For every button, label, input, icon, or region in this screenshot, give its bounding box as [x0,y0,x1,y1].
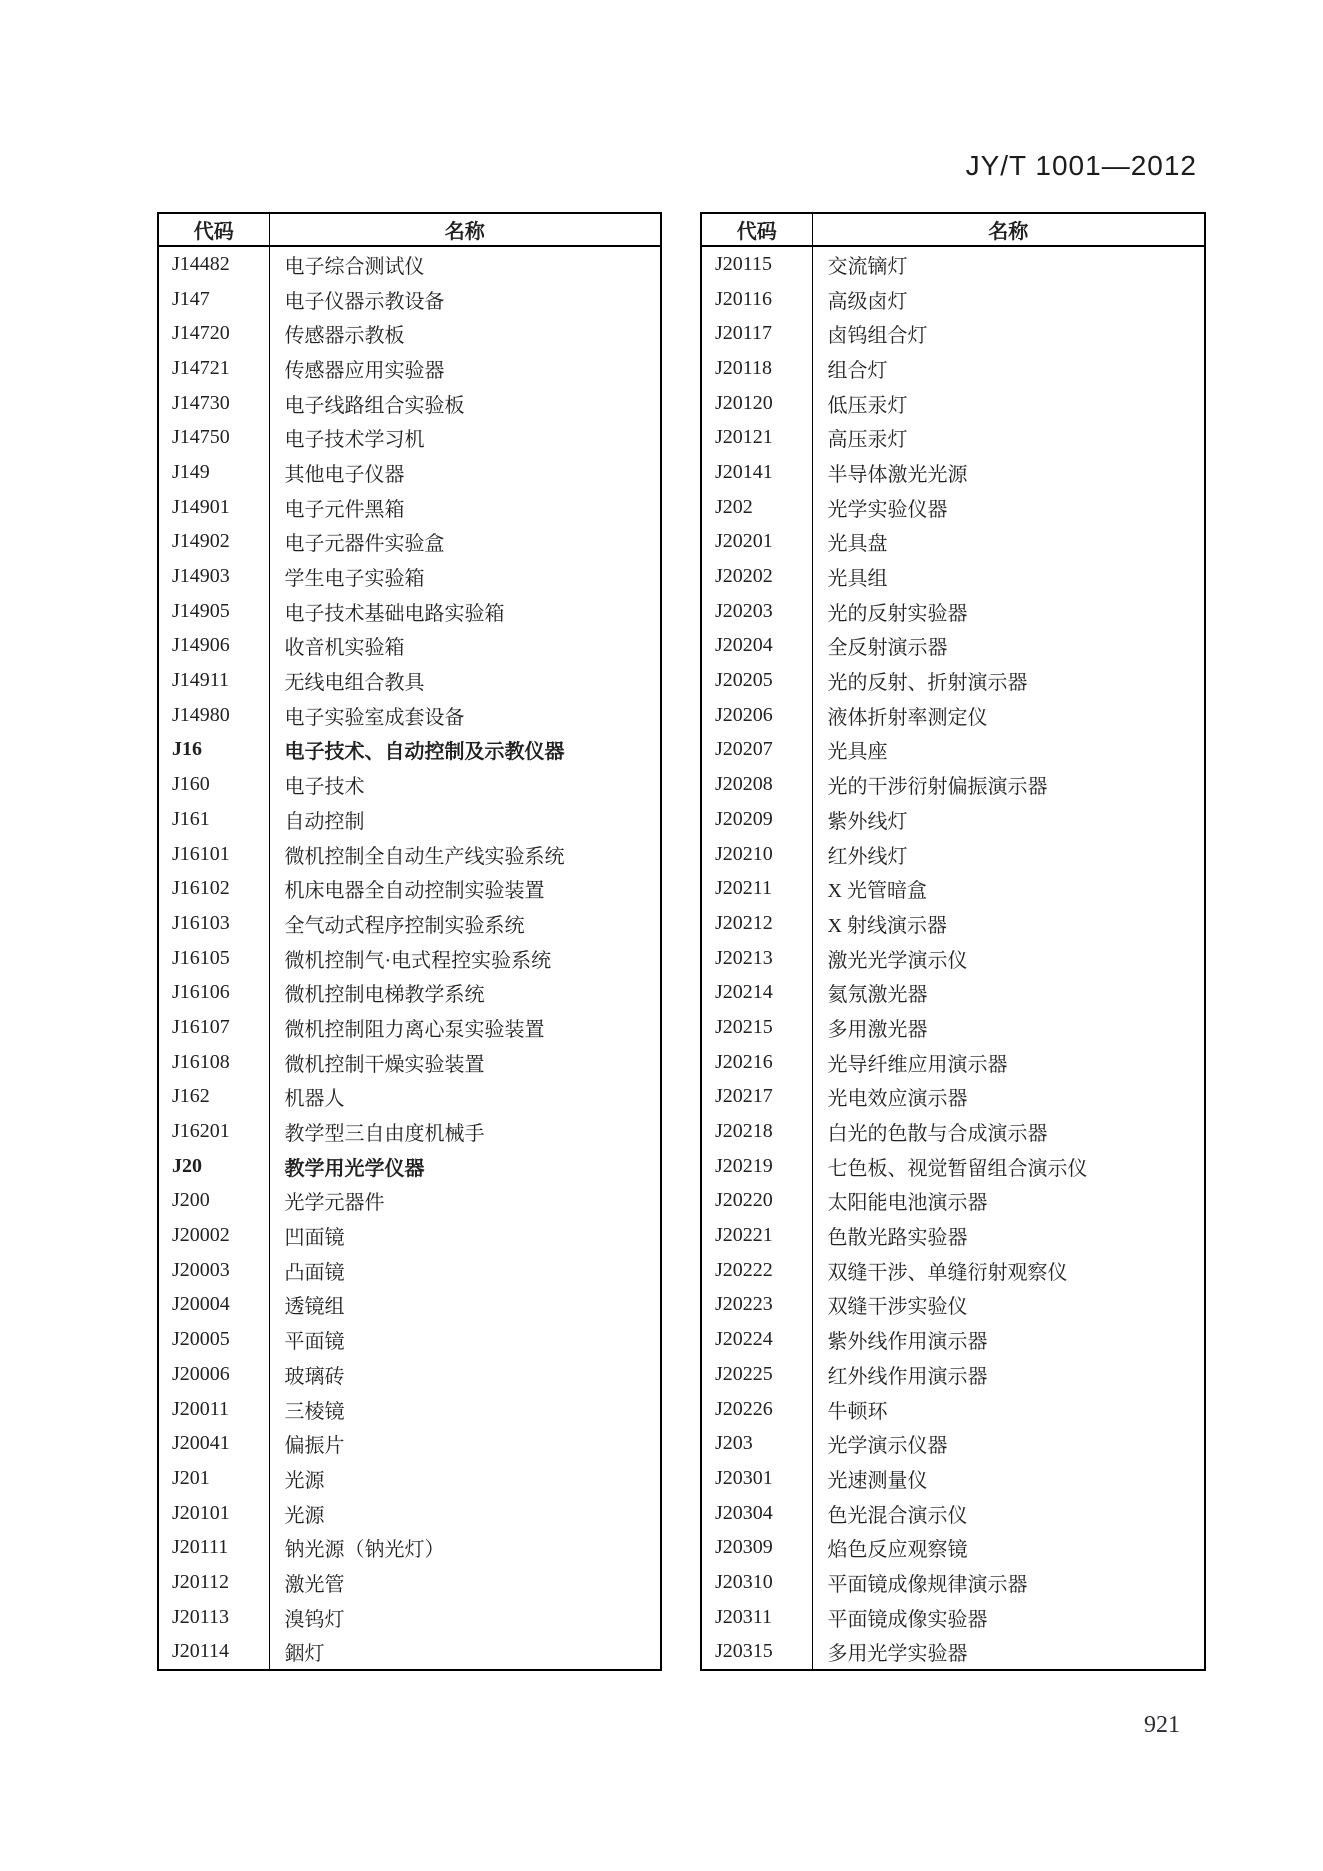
table-row [701,594,1205,629]
table-row [158,871,661,906]
table-row [158,525,661,560]
table-row [701,629,1205,664]
code-cell: J161 [158,802,269,837]
name-cell: X 光管暗盒 [827,880,927,903]
table-row [158,698,661,733]
code-cell: J20206 [701,698,812,733]
table-row [158,386,661,421]
name-cell: 光学演示仪器 [827,1435,948,1458]
table-row [701,420,1205,455]
table-row [701,559,1205,594]
table-row [701,1253,1205,1288]
table-row [701,871,1205,906]
code-cell: J16102 [158,871,269,906]
table-row [158,1322,661,1357]
table-row [158,316,661,351]
name-cell: 凸面镜 [284,1261,345,1284]
table-row [701,906,1205,941]
name-cell: 光的干涉衍射偏振演示器 [827,776,1048,799]
code-cell: J20309 [701,1530,812,1565]
name-cell: 微机控制干燥实验装置 [284,1053,485,1076]
name-cell: 电子元器件实验盒 [284,533,445,556]
code-cell: J14903 [158,559,269,594]
table-row [158,941,661,976]
name-cell: 红外线灯 [827,845,908,868]
table-row [701,1530,1205,1565]
code-cell: J20204 [701,629,812,664]
table-header [701,213,1205,246]
name-cell: 紫外线作用演示器 [827,1331,988,1354]
name-cell: 交流镝灯 [827,255,908,278]
name-cell: 平面镜成像规律演示器 [827,1573,1028,1596]
code-cell: J20222 [701,1253,812,1288]
name-cell: 卤钨组合灯 [827,325,928,348]
code-cell: J20113 [158,1600,269,1635]
code-cell: J20111 [158,1530,269,1565]
name-cell: 牛顿环 [827,1400,888,1423]
code-cell: J20203 [701,594,812,629]
table-row [158,594,661,629]
code-cell: J20211 [701,871,812,906]
code-cell: J20217 [701,1080,812,1115]
name-cell: 电子技术基础电路实验箱 [284,602,505,625]
name-cell: 液体折射率测定仪 [827,706,988,729]
table-row [158,559,661,594]
code-cell: J20201 [701,525,812,560]
table-row [158,1218,661,1253]
code-cell: J14750 [158,420,269,455]
name-cell: 其他电子仪器 [284,463,405,486]
table-row [701,802,1205,837]
table-row [158,767,661,802]
table-row [158,1184,661,1219]
table-body [701,246,1205,1670]
name-cell: 氦氖激光器 [827,984,928,1007]
table-row [158,1149,661,1184]
table-row [158,906,661,941]
code-cell: J14980 [158,698,269,733]
code-cell: J20207 [701,733,812,768]
code-cell: J16101 [158,837,269,872]
code-table-right [700,212,1206,1671]
code-cell: J20121 [701,420,812,455]
code-cell: J20220 [701,1184,812,1219]
table-row [701,282,1205,317]
name-cell: 色散光路实验器 [827,1227,968,1250]
name-cell: 光具座 [827,741,888,764]
table-row [701,663,1205,698]
table-row [158,1565,661,1600]
table-row [701,1149,1205,1184]
table-row [158,802,661,837]
name-cell: 双缝干涉实验仪 [827,1296,968,1319]
name-cell: 太阳能电池演示器 [827,1192,988,1215]
name-cell: 白光的色散与合成演示器 [827,1123,1048,1146]
code-cell: J20212 [701,906,812,941]
table-row [158,1080,661,1115]
code-cell: J16105 [158,941,269,976]
code-cell: J20213 [701,941,812,976]
code-table-left [157,212,662,1671]
name-cell: 电子实验室成套设备 [284,706,465,729]
name-cell: 七色板、视觉暂留组合演示仪 [827,1157,1088,1180]
table-row [701,1426,1205,1461]
code-cell: J16108 [158,1045,269,1080]
page-number: 921 [1144,1712,1180,1738]
name-cell: 全气动式程序控制实验系统 [284,914,525,937]
code-cell: J14720 [158,316,269,351]
name-cell: 电子技术学习机 [284,429,425,452]
table-row [701,1288,1205,1323]
code-cell: J202 [701,490,812,525]
table-row [158,490,661,525]
table-header [158,213,661,246]
code-cell: J20210 [701,837,812,872]
code-cell: J14901 [158,490,269,525]
name-cell: 微机控制阻力离心泵实验装置 [284,1018,545,1041]
code-cell: J162 [158,1080,269,1115]
name-cell: 高压汞灯 [827,429,908,452]
table-row [701,490,1205,525]
code-cell: J20304 [701,1496,812,1531]
table-row [158,1635,661,1671]
name-cell: 红外线作用演示器 [827,1365,988,1388]
name-cell: 光导纤维应用演示器 [827,1053,1008,1076]
name-cell: 激光光学演示仪 [827,949,968,972]
name-cell: 钠光源（钠光灯） [284,1539,445,1562]
table-row [158,975,661,1010]
name-cell: 光的反射实验器 [827,602,968,625]
table-row [158,1496,661,1531]
code-cell: J147 [158,282,269,317]
standard-number: JY/T 1001—2012 [965,150,1197,181]
table-row [701,1461,1205,1496]
code-cell: J14721 [158,351,269,386]
table-row [701,386,1205,421]
code-cell: J200 [158,1184,269,1219]
code-cell: J20226 [701,1392,812,1427]
header-row [158,213,661,246]
name-cell: 电子仪器示教设备 [284,290,445,313]
name-cell: 光速测量仪 [827,1469,928,1492]
name-cell: 多用激光器 [827,1018,928,1041]
name-cell: 微机控制全自动生产线实验系统 [284,845,565,868]
column-header-code: 代码 [158,213,269,246]
table-body [158,246,661,1670]
name-cell: 激光管 [284,1573,345,1596]
name-cell: 低压汞灯 [827,394,908,417]
code-cell: J16103 [158,906,269,941]
code-cell: J14730 [158,386,269,421]
table-row [701,733,1205,768]
table-row [701,316,1205,351]
table-row [158,837,661,872]
table-row [701,1600,1205,1635]
name-cell: 焰色反应观察镜 [827,1539,968,1562]
column-header-name: 名称 [812,213,1205,246]
code-cell: J16107 [158,1010,269,1045]
table-row [701,1565,1205,1600]
name-cell: 机床电器全自动控制实验装置 [284,880,545,903]
table-row [158,420,661,455]
name-cell: 溴钨灯 [284,1608,345,1631]
table-row [701,1080,1205,1115]
table-row [701,525,1205,560]
table-row [701,1218,1205,1253]
code-cell: J14911 [158,663,269,698]
code-cell: J20218 [701,1114,812,1149]
table-row [158,1357,661,1392]
name-cell: 三棱镜 [284,1400,345,1423]
code-cell: J20315 [701,1635,812,1671]
code-cell: J20202 [701,559,812,594]
name-cell: 自动控制 [284,810,365,833]
code-cell: J20004 [158,1288,269,1323]
name-cell: 教学用光学仪器 [284,1157,425,1180]
table-row [701,1114,1205,1149]
table-row [158,663,661,698]
header-row [701,213,1205,246]
table-row [158,1045,661,1080]
table-row [701,1635,1205,1671]
name-cell: 凹面镜 [284,1227,345,1250]
table-row [701,1392,1205,1427]
name-cell: 收音机实验箱 [284,637,405,660]
code-cell: J20209 [701,802,812,837]
name-cell: 组合灯 [827,359,888,382]
code-name-table [700,212,1206,1671]
code-cell: J20219 [701,1149,812,1184]
code-cell: J20225 [701,1357,812,1392]
code-cell: J16201 [158,1114,269,1149]
code-cell: J20006 [158,1357,269,1392]
name-cell: 紫外线灯 [827,810,908,833]
code-cell: J20005 [158,1322,269,1357]
table-row [158,1461,661,1496]
table-row [701,837,1205,872]
table-row [701,246,1205,282]
name-cell: 教学型三自由度机械手 [284,1123,485,1146]
table-row [158,282,661,317]
name-cell: 高级卤灯 [827,290,908,313]
name-cell: 光学元器件 [284,1192,385,1215]
name-cell: 学生电子实验箱 [284,568,425,591]
name-cell: 无线电组合教具 [284,672,425,695]
code-cell: J20003 [158,1253,269,1288]
table-row [701,1184,1205,1219]
code-cell: J14906 [158,629,269,664]
table-row [701,351,1205,386]
table-row [158,1426,661,1461]
code-cell: J20223 [701,1288,812,1323]
name-cell: 微机控制电梯教学系统 [284,984,485,1007]
table-row [701,1357,1205,1392]
code-cell: J20118 [701,351,812,386]
code-cell: J20002 [158,1218,269,1253]
name-cell: 传感器应用实验器 [284,359,445,382]
table-row [701,455,1205,490]
code-cell: J20205 [701,663,812,698]
code-cell: J20116 [701,282,812,317]
code-cell: J20011 [158,1392,269,1427]
table-row [701,1045,1205,1080]
table-row [701,767,1205,802]
code-cell: J14482 [158,246,269,282]
name-cell: 偏振片 [284,1435,345,1458]
name-cell: 色光混合演示仪 [827,1504,968,1527]
table-row [158,1392,661,1427]
code-cell: J20 [158,1149,269,1184]
table-row [701,941,1205,976]
code-cell: J20112 [158,1565,269,1600]
name-cell: 电子元件黑箱 [284,498,405,521]
name-cell: 透镜组 [284,1296,345,1319]
code-cell: J16106 [158,975,269,1010]
table-row [701,1322,1205,1357]
table-row [158,1253,661,1288]
column-header-name: 名称 [269,213,661,246]
code-cell: J20041 [158,1426,269,1461]
code-cell: J20301 [701,1461,812,1496]
table-row [158,733,661,768]
table-row [701,975,1205,1010]
name-cell: 銦灯 [284,1643,325,1666]
name-cell: 玻璃砖 [284,1365,345,1388]
name-cell: 光源 [284,1469,325,1492]
name-cell: 半导体激光光源 [827,463,968,486]
code-cell: J20208 [701,767,812,802]
code-cell: J20221 [701,1218,812,1253]
code-name-table [157,212,662,1671]
code-cell: J203 [701,1426,812,1461]
name-cell: 电子技术、自动控制及示教仪器 [284,741,565,764]
code-cell: J20114 [158,1635,269,1671]
code-cell: J20115 [701,246,812,282]
code-cell: J20117 [701,316,812,351]
name-cell: 传感器示教板 [284,325,405,348]
table-row [701,1010,1205,1045]
name-cell: 光具组 [827,568,888,591]
table-row [158,351,661,386]
table-row [158,1010,661,1045]
code-cell: J16 [158,733,269,768]
name-cell: 电子技术 [284,776,365,799]
code-cell: J20216 [701,1045,812,1080]
name-cell: 平面镜 [284,1331,345,1354]
code-cell: J20101 [158,1496,269,1531]
code-cell: J20120 [701,386,812,421]
name-cell: 光学实验仪器 [827,498,948,521]
code-cell: J14902 [158,525,269,560]
name-cell: 光源 [284,1504,325,1527]
code-cell: J20311 [701,1600,812,1635]
table-row [701,698,1205,733]
code-cell: J20141 [701,455,812,490]
name-cell: 全反射演示器 [827,637,948,660]
name-cell: 电子综合测试仪 [284,255,425,278]
name-cell: 平面镜成像实验器 [827,1608,988,1631]
code-cell: J20215 [701,1010,812,1045]
table-row [158,629,661,664]
table-row [701,1496,1205,1531]
code-cell: J14905 [158,594,269,629]
table-row [158,1114,661,1149]
code-cell: J20214 [701,975,812,1010]
name-cell: 光的反射、折射演示器 [827,672,1028,695]
table-row [158,1288,661,1323]
name-cell: 光电效应演示器 [827,1088,968,1111]
code-cell: J149 [158,455,269,490]
name-cell: 电子线路组合实验板 [284,394,465,417]
column-header-code: 代码 [701,213,812,246]
name-cell: 机器人 [284,1088,345,1111]
table-row [158,455,661,490]
code-cell: J20224 [701,1322,812,1357]
name-cell: 微机控制气·电式程控实验系统 [284,949,552,972]
name-cell: 光具盘 [827,533,888,556]
table-row [158,1530,661,1565]
code-cell: J160 [158,767,269,802]
code-cell: J20310 [701,1565,812,1600]
table-row [158,1600,661,1635]
table-row [158,246,661,282]
name-cell: 双缝干涉、单缝衍射观察仪 [827,1261,1068,1284]
code-cell: J201 [158,1461,269,1496]
name-cell: 多用光学实验器 [827,1643,968,1666]
name-cell: X 射线演示器 [827,914,947,937]
